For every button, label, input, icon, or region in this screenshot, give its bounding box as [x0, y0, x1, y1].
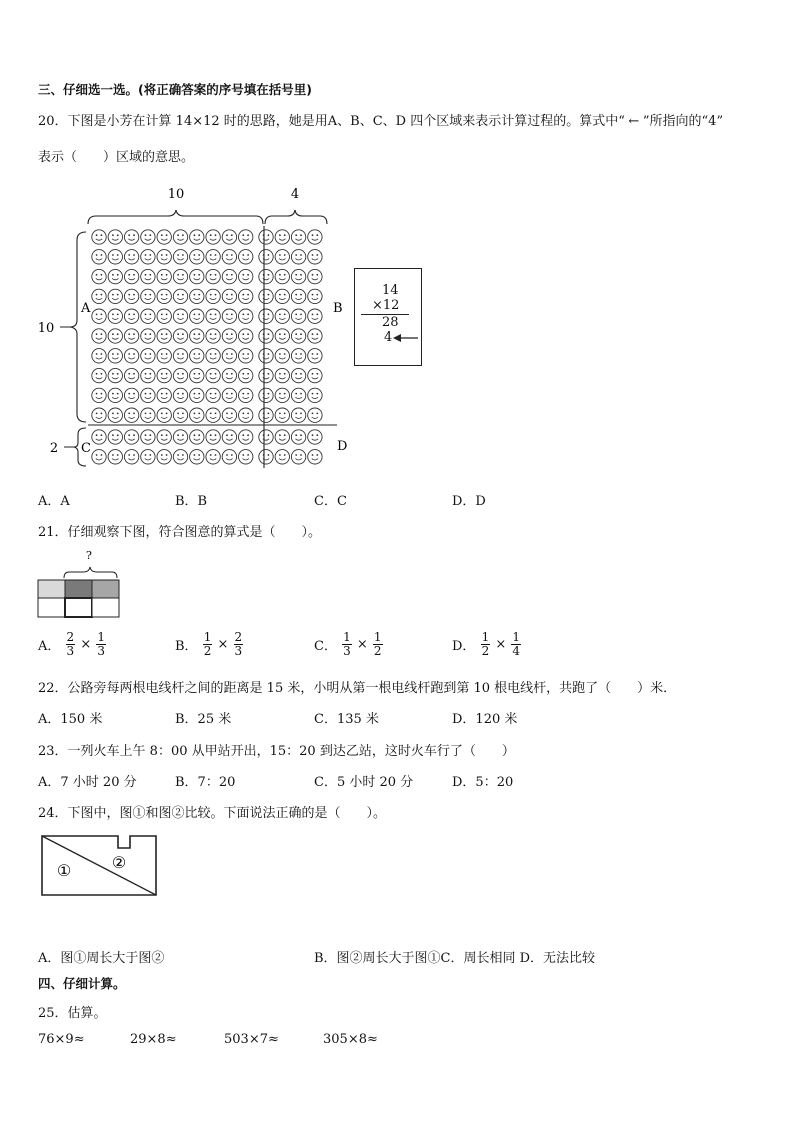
q24-rectangle-figure [40, 834, 160, 898]
smiley-face-icon [206, 408, 220, 422]
numerator: 2 [66, 630, 75, 644]
smiley-face-icon [222, 388, 236, 402]
smiley-face-icon [92, 269, 106, 283]
q20-text-line1 [38, 110, 723, 129]
smiley-face-icon [141, 289, 155, 303]
smiley-face-icon [291, 430, 305, 444]
smiley-face-icon [141, 368, 155, 382]
q24-option-a[interactable]: A．图①周长大于图② [38, 951, 165, 966]
smiley-face-icon [206, 450, 220, 464]
smiley-face-icon [275, 289, 289, 303]
smiley-face-icon [141, 450, 155, 464]
smiley-face-icon [275, 408, 289, 422]
smiley-face-icon [275, 269, 289, 283]
smiley-face-icon [206, 230, 220, 244]
smiley-face-icon [124, 368, 138, 382]
q21-option-a[interactable] [38, 631, 107, 658]
smiley-face-icon [141, 349, 155, 363]
smiley-face-icon [222, 230, 236, 244]
q25-text: 25．估算。 [38, 1006, 107, 1021]
q20-text-part-a: 20．下图是小芳在计算 14×12 时的思路，她是用A、B、C、D 四个区域来表示计算过程的。算式中“ [38, 114, 625, 129]
smiley-face-icon [92, 329, 106, 343]
smiley-face-icon [239, 230, 253, 244]
section-3-title: 三、仔细选一选。(将正确答案的序号填在括号里) [38, 82, 312, 97]
smiley-face-icon [108, 349, 122, 363]
q23-option-c[interactable]: C．5 小时 20 分 [314, 775, 414, 790]
smiley-face-icon [259, 269, 273, 283]
smiley-face-icon [173, 329, 187, 343]
smiley-face-icon [124, 450, 138, 464]
q20-option-d[interactable]: D．D [452, 494, 486, 509]
q23-option-b[interactable]: B．7：20 [175, 775, 236, 790]
region-c-label: C [81, 441, 91, 456]
numerator: 1 [373, 630, 382, 644]
smiley-face-icon [141, 430, 155, 444]
smiley-face-icon [308, 289, 322, 303]
smiley-face-icon [222, 450, 236, 464]
q24-options-bcd[interactable]: B．图②周长大于图①C．周长相同 D．无法比较 [314, 951, 596, 966]
numerator: 1 [512, 630, 521, 644]
smiley-face-icon [239, 408, 253, 422]
q21-option-a-letter: A． [38, 639, 61, 654]
smiley-face-icon [108, 269, 122, 283]
smiley-face-icon [190, 289, 204, 303]
q23-option-d[interactable]: D．5：20 [452, 775, 514, 790]
smiley-face-icon [259, 230, 273, 244]
smiley-face-icon [173, 450, 187, 464]
smiley-face-icon [157, 368, 171, 382]
smiley-face-icon [124, 269, 138, 283]
smiley-face-icon [190, 269, 204, 283]
smiley-face-icon [173, 388, 187, 402]
smiley-face-icon [206, 388, 220, 402]
smiley-face-icon [92, 388, 106, 402]
smiley-face-icon [108, 329, 122, 343]
smiley-face-icon [275, 430, 289, 444]
smiley-face-icon [157, 430, 171, 444]
smiley-face-icon [157, 408, 171, 422]
smiley-face-icon [291, 309, 305, 323]
smiley-face-icon [222, 329, 236, 343]
fraction [66, 631, 76, 658]
smiley-face-icon [173, 289, 187, 303]
smiley-face-icon [173, 309, 187, 323]
q21-text: 21．仔细观察下图，符合图意的算式是（ ）。 [38, 525, 322, 540]
smiley-face-icon [259, 289, 273, 303]
smiley-face-icon [108, 368, 122, 382]
smiley-face-icon [92, 430, 106, 444]
smiley-face-icon [259, 368, 273, 382]
smiley-face-icon [92, 368, 106, 382]
smiley-face-icon [190, 450, 204, 464]
smiley-face-icon [173, 269, 187, 283]
smiley-face-icon [108, 450, 122, 464]
smiley-face-icon [308, 388, 322, 402]
smiley-face-icon [259, 349, 273, 363]
smiley-face-icon [206, 250, 220, 264]
smiley-face-icon [239, 250, 253, 264]
label-top-10: 10 [167, 187, 185, 202]
smiley-face-icon [141, 250, 155, 264]
smiley-face-icon [308, 309, 322, 323]
denominator: 2 [373, 644, 382, 658]
smiley-face-icon [275, 309, 289, 323]
smiley-face-icon [222, 250, 236, 264]
smiley-face-icon [206, 349, 220, 363]
smiley-face-icon [108, 250, 122, 264]
smiley-face-icon [291, 230, 305, 244]
smiley-face-icon [291, 289, 305, 303]
q25-item-2: 29×8≈ [130, 1032, 177, 1047]
smiley-face-icon [239, 269, 253, 283]
smiley-grid [92, 230, 322, 464]
denominator: 3 [234, 644, 243, 658]
smiley-face-icon [308, 349, 322, 363]
q20-option-c[interactable]: C．C [314, 494, 347, 509]
calc-box [354, 268, 422, 366]
smiley-face-icon [124, 430, 138, 444]
smiley-face-icon [308, 430, 322, 444]
smiley-face-icon [92, 309, 106, 323]
q22-option-b[interactable]: B．25 米 [175, 712, 232, 727]
q21-question-mark: ? [86, 549, 92, 562]
label-left-10: 10 [37, 321, 55, 336]
smiley-face-icon [206, 368, 220, 382]
fraction [203, 631, 213, 658]
q20-option-b[interactable]: B．B [175, 494, 208, 509]
smiley-face-icon [157, 230, 171, 244]
smiley-face-icon [239, 289, 253, 303]
smiley-face-icon [308, 250, 322, 264]
smiley-face-icon [291, 250, 305, 264]
smiley-face-icon [141, 408, 155, 422]
smiley-face-icon [308, 269, 322, 283]
smiley-face-icon [108, 309, 122, 323]
smiley-face-icon [259, 388, 273, 402]
smiley-face-icon [259, 329, 273, 343]
smiley-face-icon [222, 309, 236, 323]
smiley-face-icon [157, 269, 171, 283]
region-a-label: A [81, 301, 91, 316]
numerator: 1 [343, 630, 351, 644]
smiley-face-icon [275, 368, 289, 382]
denominator: 3 [97, 644, 105, 658]
q22-option-c[interactable]: C．135 米 [314, 712, 379, 727]
smiley-face-icon [124, 349, 138, 363]
smiley-face-icon [157, 388, 171, 402]
left-arrow-icon: ← [628, 114, 640, 129]
times-sign: × [80, 637, 92, 652]
smiley-face-icon [157, 329, 171, 343]
section-4-title: 四、仔细计算。 [38, 976, 126, 991]
smiley-face-icon [206, 329, 220, 343]
smiley-face-icon [92, 250, 106, 264]
smiley-face-icon [222, 269, 236, 283]
q25-item-3: 503×7≈ [224, 1032, 279, 1047]
q21-option-d[interactable] [452, 631, 522, 658]
smiley-face-icon [173, 230, 187, 244]
fraction [96, 631, 106, 658]
smiley-face-icon [222, 349, 236, 363]
calc-line-2: ×12 [372, 298, 400, 313]
smiley-face-icon [190, 368, 204, 382]
smiley-face-icon [239, 430, 253, 444]
smiley-face-icon [173, 250, 187, 264]
smiley-face-icon [275, 349, 289, 363]
smiley-face-icon [108, 430, 122, 444]
q21-option-c[interactable] [314, 631, 384, 658]
fraction [373, 631, 383, 658]
smiley-face-icon [124, 408, 138, 422]
smiley-face-icon [206, 269, 220, 283]
smiley-face-icon [173, 368, 187, 382]
q22-option-d[interactable]: D．120 米 [452, 712, 518, 727]
q22-text: 22．公路旁每两根电线杆之间的距离是 15 米，小明从第一根电线杆跑到第 10 根电线杆，共跑了（ ）米． [38, 681, 677, 696]
smiley-face-icon [239, 349, 253, 363]
smiley-face-icon [157, 289, 171, 303]
smiley-face-icon [124, 250, 138, 264]
denominator: 2 [481, 644, 490, 658]
left-arrow-icon [393, 332, 419, 344]
smiley-face-icon [157, 349, 171, 363]
region-d-label: D [337, 439, 348, 454]
numerator: 2 [234, 630, 243, 644]
smiley-face-icon [259, 408, 273, 422]
q23-option-a[interactable]: A．7 小时 20 分 [38, 775, 137, 790]
smiley-face-icon [239, 368, 253, 382]
smiley-face-icon [190, 408, 204, 422]
smiley-face-icon [173, 349, 187, 363]
label-top-4: 4 [290, 187, 300, 202]
smiley-face-icon [124, 289, 138, 303]
smiley-face-icon [239, 309, 253, 323]
denominator: 3 [343, 644, 351, 658]
smiley-face-icon [124, 388, 138, 402]
smiley-face-icon [308, 329, 322, 343]
denominator: 2 [203, 644, 212, 658]
smiley-face-icon [190, 329, 204, 343]
smiley-face-icon [190, 309, 204, 323]
smiley-face-icon [222, 289, 236, 303]
smiley-face-icon [190, 250, 204, 264]
q20-text-line2: 表示（ ）区域的意思。 [38, 150, 195, 165]
smiley-face-icon [108, 230, 122, 244]
smiley-face-icon [173, 408, 187, 422]
numerator: 1 [97, 630, 105, 644]
smiley-face-icon [308, 230, 322, 244]
smiley-face-icon [275, 250, 289, 264]
calc-line-3: 28 [382, 315, 399, 330]
label-left-2: 2 [49, 441, 59, 456]
q20-text-part-b: ”所指向的“4” [642, 114, 724, 129]
brace-left-big [70, 232, 86, 422]
smiley-face-icon [108, 388, 122, 402]
q24-figure-label-1: ① [56, 861, 72, 880]
smiley-face-icon [92, 408, 106, 422]
smiley-face-icon [291, 329, 305, 343]
fraction [481, 631, 491, 658]
brace-top-right [265, 210, 327, 224]
smiley-face-icon [259, 430, 273, 444]
smiley-face-icon [92, 230, 106, 244]
times-sign: × [217, 637, 229, 652]
times-sign: × [495, 637, 507, 652]
smiley-face-icon [124, 309, 138, 323]
smiley-face-icon [206, 430, 220, 444]
smiley-face-icon [291, 388, 305, 402]
q21-option-c-letter: C． [314, 639, 337, 654]
smiley-face-icon [92, 450, 106, 464]
smiley-face-icon [157, 450, 171, 464]
q24-text: 24．下图中，图①和图②比较。下面说法正确的是（ ）。 [38, 806, 387, 821]
smiley-face-icon [173, 430, 187, 444]
q25-item-1: 76×9≈ [38, 1032, 85, 1047]
smiley-face-icon [239, 388, 253, 402]
calc-line-4: 4 [384, 330, 393, 345]
q21-brace [64, 567, 117, 578]
smiley-face-icon [92, 289, 106, 303]
smiley-face-icon [259, 250, 273, 264]
smiley-face-icon [141, 329, 155, 343]
calc-line-1: 14 [382, 283, 399, 298]
smiley-face-icon [206, 289, 220, 303]
smiley-face-icon [92, 349, 106, 363]
denominator: 4 [512, 644, 521, 658]
smiley-face-icon [291, 408, 305, 422]
brace-top-left [88, 210, 263, 224]
smiley-face-icon [308, 450, 322, 464]
q25-item-4: 305×8≈ [323, 1032, 378, 1047]
smiley-face-icon [275, 329, 289, 343]
smiley-face-icon [124, 329, 138, 343]
smiley-face-icon [141, 309, 155, 323]
smiley-face-icon [157, 309, 171, 323]
smiley-face-icon [291, 349, 305, 363]
fraction [234, 631, 244, 658]
smiley-face-icon [291, 450, 305, 464]
smiley-face-icon [222, 408, 236, 422]
times-sign: × [356, 637, 368, 652]
q23-text: 23．一列火车上午 8：00 从甲站开出，15：20 到达乙站，这时火车行了（ ） [38, 744, 515, 759]
smiley-face-icon [291, 368, 305, 382]
q20-option-a[interactable]: A．A [38, 494, 70, 509]
smiley-face-icon [259, 309, 273, 323]
q24-figure-label-2: ② [111, 853, 127, 872]
smiley-face-icon [190, 230, 204, 244]
q21-option-d-letter: D． [452, 639, 476, 654]
smiley-face-icon [141, 388, 155, 402]
numerator: 1 [203, 630, 212, 644]
smiley-face-icon [291, 269, 305, 283]
smiley-face-icon [239, 450, 253, 464]
smiley-face-icon [239, 329, 253, 343]
smiley-face-icon [308, 368, 322, 382]
q21-option-b-letter: B． [175, 639, 198, 654]
smiley-face-icon [222, 368, 236, 382]
smiley-face-icon [108, 408, 122, 422]
fraction [511, 631, 521, 658]
q21-bar-figure [36, 546, 126, 624]
smiley-face-icon [275, 388, 289, 402]
fraction [342, 631, 352, 658]
smiley-face-icon [141, 230, 155, 244]
smiley-face-icon [275, 230, 289, 244]
smiley-face-icon [108, 289, 122, 303]
numerator: 1 [481, 630, 490, 644]
smiley-face-icon [157, 250, 171, 264]
smiley-face-icon [124, 230, 138, 244]
smiley-face-icon [259, 450, 273, 464]
denominator: 3 [66, 644, 75, 658]
smiley-face-icon [190, 430, 204, 444]
smiley-face-icon [206, 309, 220, 323]
smiley-face-icon [222, 430, 236, 444]
smiley-face-icon [190, 349, 204, 363]
smiley-face-icon [308, 408, 322, 422]
smiley-face-icon [190, 388, 204, 402]
q22-option-a[interactable]: A．150 米 [38, 712, 103, 727]
q21-option-b[interactable] [175, 631, 244, 658]
smiley-face-icon [275, 450, 289, 464]
smiley-face-icon [141, 269, 155, 283]
region-b-label: B [333, 301, 343, 316]
